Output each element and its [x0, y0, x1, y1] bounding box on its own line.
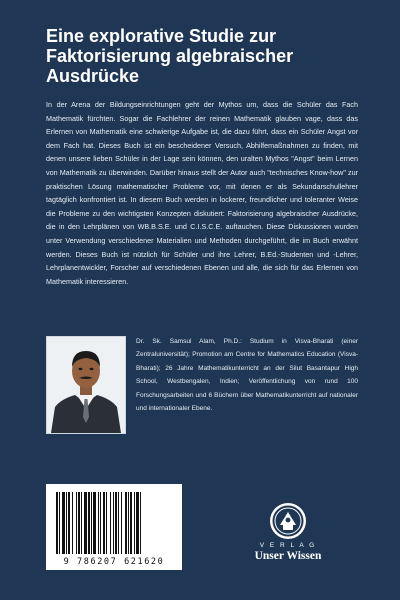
author-photo [46, 336, 126, 434]
book-title: Eine explorative Studie zur Faktorisierung algebraischer Ausdrücke [46, 26, 294, 86]
barcode [46, 484, 182, 570]
publisher-block [238, 502, 338, 562]
barcode-number: 9 786207 621620 [63, 557, 165, 567]
author-bio: Dr. Sk. Samsul Alam, Ph.D.: Studium in Visva-Bharati (einer Zentraluniversität); Promotion am Centre for Mathematics Education (Visva-Bharati); 26 Jahre Mathematikunterricht an der Silut Basantapur High School, Westbengalen, Indien; Veröffentlichung von rund 100 Forschungsarbeiten und 6 Büchern über Mathematikunterricht auf nationaler und internationaler Ebene. [136, 338, 358, 413]
publisher-seal-icon [269, 502, 307, 540]
book-blurb: In der Arena der Bildungseinrichtungen geht der Mythos um, dass die Schüler das Fach Mathematik fürchten. Sogar die Fachlehrer der reinen Mathematik glauben vage, dass das Erlernen von Mathematik eine schwierige Aufgabe ist, die dazu führt, dass ein Schüler Angst vor dem Fach hat. Dieses Buch ist ein bescheidener Versuch, Abhilfemaßnahmen zu finden, mit denen unsere lieben Schüler in der Lage sein können, den uralten Mythos "Angst" beim Lernen von Mathematik zu überwinden. Darüber hinaus stellt der Autor auch "technisches Know-how" zur praktischen Lösung mathematischer Probleme vor, mit denen er als Sekundarschullehrer tagtäglich konfrontiert ist. In diesem Buch werden in lockerer, freundlicher und toleranter Weise die Probleme zu den wichtigsten Konzepten diskutiert: Faktorisierung algebraischer Ausdrücke, die in den Lehrplänen von WB.B.S.E. und C.I.S.C.E. auftauchen. Diese Diskussionen wurden unter Verwendung verschiedener Materialien und Methoden durchgeführt, die im Buch erwähnt werden. Dieses Buch ist nützlich für Schüler und ihre Lehrer, B.Ed.-Studenten und -Lehrer, Lehrplanentwickler, Forscher auf verschiedenen Ebenen und alle, die sich für das Erlernen von Mathematik interessieren. [46, 100, 358, 286]
publisher-verlag-label: V E R L A G [259, 542, 317, 549]
barcode-bars [54, 492, 174, 556]
publisher-name: Unser Wissen [254, 550, 322, 562]
